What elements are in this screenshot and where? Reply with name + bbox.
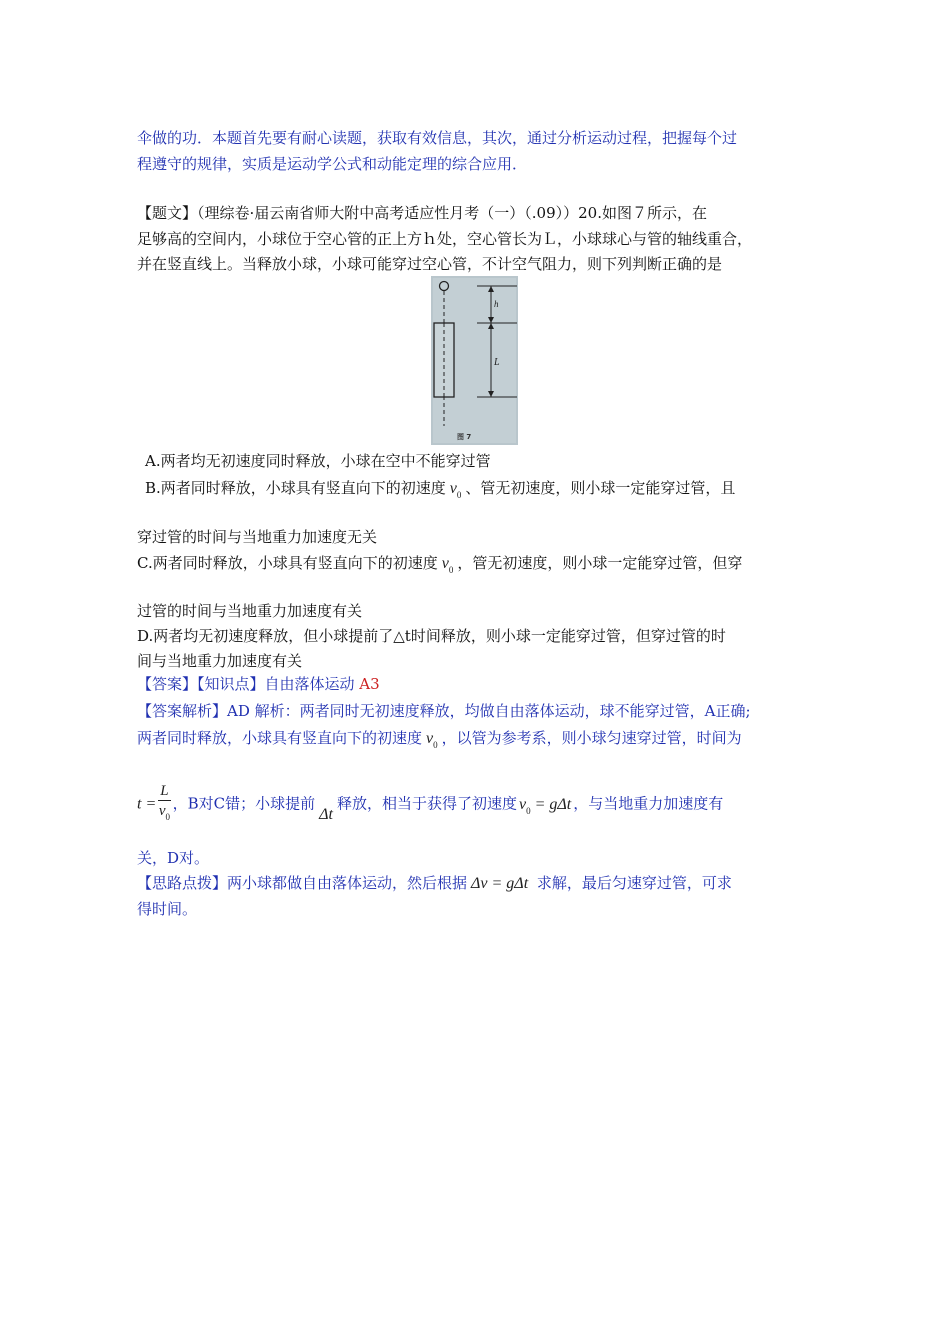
explanation-continued-line-1: 伞做的功．本题首先要有耐心读题，获取有效信息，其次，通过分析运动过程，把握每个过 xyxy=(137,129,738,147)
analysis-line-2: 两者同时释放，小球具有竖直向下的初速度 $v_0$ ，以管为参考系，则小球匀速穿过管，时间为 xyxy=(137,729,742,750)
option-b: B.两者同时释放，小球具有竖直向下的初速度 $v_0$ 、管无初速度，则小球一定能穿过管，且 xyxy=(145,479,736,500)
tips-line-2: 得时间。 xyxy=(137,900,198,918)
option-b-continued: 穿过管的时间与当地重力加速度无关 xyxy=(137,528,378,546)
option-d-continued: 间与当地重力加速度有关 xyxy=(137,652,303,670)
analysis-line-4: 关，D对。 xyxy=(137,849,210,867)
tips-line-1: 【思路点拨】两小球都做自由落体运动，然后根据 Δv = gΔt 求解，最后匀速穿过管，可求 xyxy=(137,874,732,892)
question-line-2: 足够高的空间内，小球位于空心管的正上方ｈ处，空心管长为Ｌ，小球球心与管的轴线重合， xyxy=(137,230,753,248)
label-l: L xyxy=(494,357,500,368)
question-line-3: 并在竖直线上。当释放小球，小球可能穿过空心管，不计空气阻力，则下列判断正确的是 xyxy=(137,255,723,273)
figure-caption: 图 7 xyxy=(457,433,472,441)
question-line-1: 【题文】（理综卷·届云南省师大附中高考适应性月考（一）（.09））20.如图７所示，在 xyxy=(137,204,707,222)
fraction-l-over-v0: $\frac{L}{v_0}$ xyxy=(158,783,170,822)
figure-7-ball-and-tube xyxy=(431,276,518,445)
option-c: C.两者同时释放，小球具有竖直向下的初速度 $v_0$ ，管无初速度，则小球一定能穿过管，但穿 xyxy=(137,554,743,575)
option-a: A.两者均无初速度同时释放，小球在空中不能穿过管 xyxy=(145,452,491,470)
analysis-line-1: 【答案解析】AD 解析：两者同时无初速度释放，均做自由落体运动，球不能穿过管，A正确; xyxy=(137,702,751,720)
option-c-continued: 过管的时间与当地重力加速度有关 xyxy=(137,602,363,620)
answer-line: 【答案】【知识点】自由落体运动 A3 xyxy=(137,675,380,693)
analysis-line-3: t = $\frac{L}{v_0}$ ，B对C错；小球提前Δt释放，相当于获得了初速度 $v_0 = g\Delta t$ ，与当地重力加速度有 xyxy=(137,782,723,827)
label-h: h xyxy=(494,299,499,309)
option-d: D.两者均无初速度释放，但小球提前了△t时间释放，则小球一定能穿过管，但穿过管的时 xyxy=(137,627,726,645)
explanation-continued-line-2: 程遵守的规律，实质是运动学公式和动能定理的综合应用． xyxy=(137,155,528,173)
